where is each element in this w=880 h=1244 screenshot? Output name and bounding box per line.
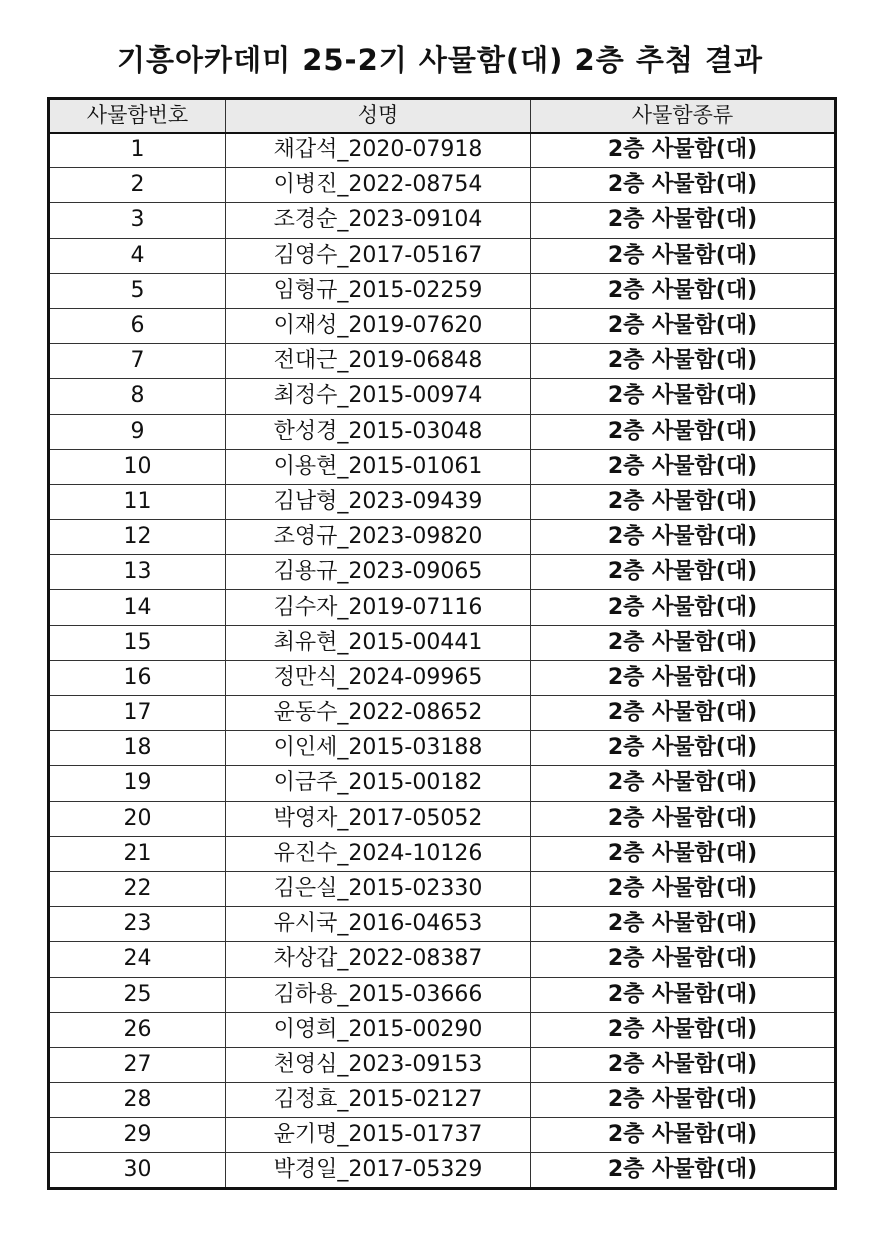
member-name-cell: 최정수_2015-00974 (226, 379, 531, 414)
member-name-cell: 박영자_2017-05052 (226, 801, 531, 836)
locker-number-cell: 17 (49, 696, 226, 731)
member-name-cell: 김용규_2023-09065 (226, 555, 531, 590)
locker-number-cell: 23 (49, 907, 226, 942)
table-row (49, 801, 836, 836)
locker-type-cell: 2층 사물함(대) (531, 731, 836, 766)
locker-number-cell: 10 (49, 449, 226, 484)
member-name-cell: 이병진_2022-08754 (226, 168, 531, 203)
locker-type-cell: 2층 사물함(대) (531, 977, 836, 1012)
locker-type-cell: 2층 사물함(대) (531, 449, 836, 484)
table-row (49, 1083, 836, 1118)
table-row (49, 942, 836, 977)
table-row (49, 871, 836, 906)
member-name-cell: 김정효_2015-02127 (226, 1083, 531, 1118)
locker-number-cell: 2 (49, 168, 226, 203)
member-name-cell: 유진수_2024-10126 (226, 836, 531, 871)
member-name-cell: 김남형_2023-09439 (226, 484, 531, 519)
locker-type-cell: 2층 사물함(대) (531, 766, 836, 801)
page-title: 기흥아카데미 25-2기 사물함(대) 2층 추첨 결과 (117, 43, 763, 77)
member-name-cell: 김영수_2017-05167 (226, 238, 531, 273)
member-name-cell: 박경일_2017-05329 (226, 1153, 531, 1188)
locker-number-cell: 15 (49, 625, 226, 660)
locker-type-cell: 2층 사물함(대) (531, 1153, 836, 1188)
locker-number-cell: 27 (49, 1047, 226, 1082)
member-name-cell: 김하용_2015-03666 (226, 977, 531, 1012)
locker-type-cell: 2층 사물함(대) (531, 273, 836, 308)
table-row (49, 344, 836, 379)
locker-type-cell: 2층 사물함(대) (531, 1012, 836, 1047)
locker-type-cell: 2층 사물함(대) (531, 871, 836, 906)
locker-number-cell: 13 (49, 555, 226, 590)
member-name-cell: 최유현_2015-00441 (226, 625, 531, 660)
table-row (49, 1118, 836, 1153)
table-row (49, 273, 836, 308)
locker-result-table (47, 97, 837, 1190)
locker-type-cell: 2층 사물함(대) (531, 1083, 836, 1118)
locker-type-cell: 2층 사물함(대) (531, 379, 836, 414)
table-row (49, 308, 836, 343)
locker-number-cell: 6 (49, 308, 226, 343)
member-name-cell: 한성경_2015-03048 (226, 414, 531, 449)
locker-type-cell: 2층 사물함(대) (531, 308, 836, 343)
locker-number-cell: 4 (49, 238, 226, 273)
locker-number-cell: 21 (49, 836, 226, 871)
locker-type-cell: 2층 사물함(대) (531, 590, 836, 625)
locker-number-cell: 1 (49, 133, 226, 168)
table-row (49, 203, 836, 238)
locker-type-cell: 2층 사물함(대) (531, 836, 836, 871)
locker-number-cell: 30 (49, 1153, 226, 1188)
locker-type-cell: 2층 사물함(대) (531, 520, 836, 555)
table-row (49, 1047, 836, 1082)
locker-type-cell: 2층 사물함(대) (531, 203, 836, 238)
member-name-cell: 조영규_2023-09820 (226, 520, 531, 555)
table-row (49, 520, 836, 555)
locker-number-cell: 19 (49, 766, 226, 801)
locker-type-cell: 2층 사물함(대) (531, 1118, 836, 1153)
locker-type-cell: 2층 사물함(대) (531, 1047, 836, 1082)
table-row (49, 1153, 836, 1188)
locker-type-cell: 2층 사물함(대) (531, 696, 836, 731)
table-row (49, 1012, 836, 1047)
locker-type-cell: 2층 사물함(대) (531, 625, 836, 660)
table-row (49, 414, 836, 449)
member-name-cell: 이재성_2019-07620 (226, 308, 531, 343)
table-row (49, 379, 836, 414)
member-name-cell: 윤기명_2015-01737 (226, 1118, 531, 1153)
locker-type-cell: 2층 사물함(대) (531, 484, 836, 519)
table-row (49, 168, 836, 203)
table-row (49, 977, 836, 1012)
member-name-cell: 김은실_2015-02330 (226, 871, 531, 906)
table-row (49, 836, 836, 871)
member-name-cell: 조경순_2023-09104 (226, 203, 531, 238)
locker-type-cell: 2층 사물함(대) (531, 344, 836, 379)
locker-type-cell: 2층 사물함(대) (531, 238, 836, 273)
member-name-cell: 전대근_2019-06848 (226, 344, 531, 379)
member-name-cell: 정만식_2024-09965 (226, 660, 531, 695)
table-row (49, 133, 836, 168)
column-header-locker-number: 사물함번호 (49, 99, 226, 133)
locker-number-cell: 12 (49, 520, 226, 555)
locker-number-cell: 26 (49, 1012, 226, 1047)
locker-type-cell: 2층 사물함(대) (531, 133, 836, 168)
locker-number-cell: 22 (49, 871, 226, 906)
locker-number-cell: 11 (49, 484, 226, 519)
locker-number-cell: 8 (49, 379, 226, 414)
locker-number-cell: 24 (49, 942, 226, 977)
member-name-cell: 이금주_2015-00182 (226, 766, 531, 801)
table-row (49, 555, 836, 590)
table-header-row (49, 99, 836, 133)
locker-number-cell: 25 (49, 977, 226, 1012)
member-name-cell: 이인세_2015-03188 (226, 731, 531, 766)
member-name-cell: 이영희_2015-00290 (226, 1012, 531, 1047)
column-header-name: 성명 (226, 99, 531, 133)
locker-type-cell: 2층 사물함(대) (531, 414, 836, 449)
table-row (49, 625, 836, 660)
locker-number-cell: 18 (49, 731, 226, 766)
table-row (49, 238, 836, 273)
locker-type-cell: 2층 사물함(대) (531, 942, 836, 977)
locker-number-cell: 14 (49, 590, 226, 625)
table-row (49, 449, 836, 484)
member-name-cell: 이용현_2015-01061 (226, 449, 531, 484)
locker-number-cell: 29 (49, 1118, 226, 1153)
table-header (49, 99, 836, 133)
column-header-locker-type: 사물함종류 (531, 99, 836, 133)
table-row (49, 907, 836, 942)
locker-number-cell: 3 (49, 203, 226, 238)
member-name-cell: 김수자_2019-07116 (226, 590, 531, 625)
member-name-cell: 임형규_2015-02259 (226, 273, 531, 308)
table-row (49, 731, 836, 766)
locker-number-cell: 9 (49, 414, 226, 449)
locker-type-cell: 2층 사물함(대) (531, 907, 836, 942)
locker-type-cell: 2층 사물함(대) (531, 168, 836, 203)
locker-type-cell: 2층 사물함(대) (531, 801, 836, 836)
member-name-cell: 유시국_2016-04653 (226, 907, 531, 942)
member-name-cell: 윤동수_2022-08652 (226, 696, 531, 731)
table-row (49, 590, 836, 625)
table-row (49, 660, 836, 695)
locker-number-cell: 20 (49, 801, 226, 836)
locker-number-cell: 16 (49, 660, 226, 695)
member-name-cell: 천영심_2023-09153 (226, 1047, 531, 1082)
locker-number-cell: 7 (49, 344, 226, 379)
table-body (49, 133, 836, 1189)
locker-number-cell: 28 (49, 1083, 226, 1118)
table-row (49, 766, 836, 801)
locker-type-cell: 2층 사물함(대) (531, 555, 836, 590)
member-name-cell: 채갑석_2020-07918 (226, 133, 531, 168)
table-row (49, 696, 836, 731)
locker-type-cell: 2층 사물함(대) (531, 660, 836, 695)
table-row (49, 484, 836, 519)
member-name-cell: 차상갑_2022-08387 (226, 942, 531, 977)
locker-number-cell: 5 (49, 273, 226, 308)
